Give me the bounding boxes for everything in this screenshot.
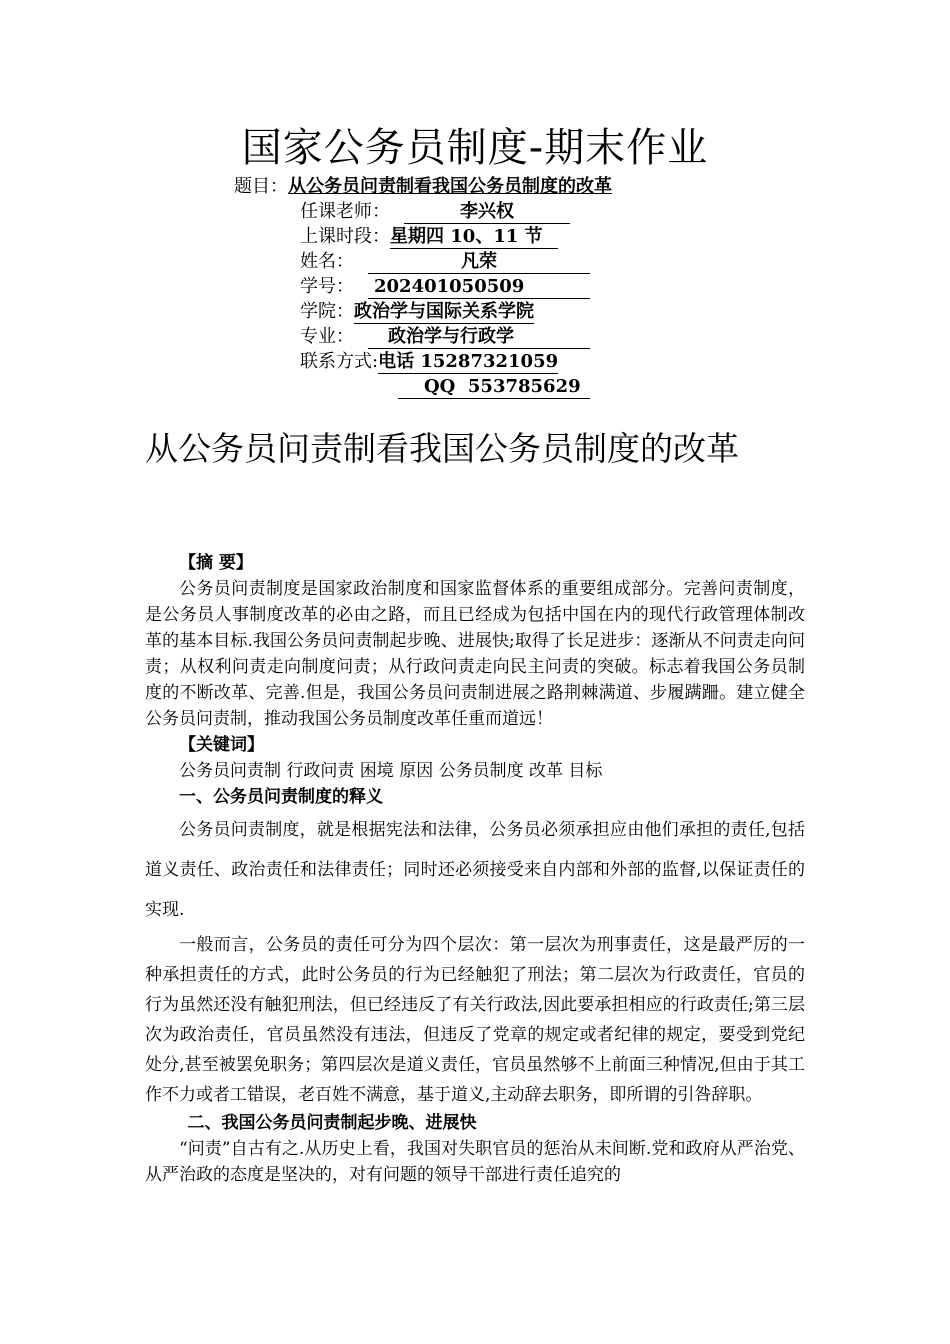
section2-heading: 二、我国公务员问责制起步晚、进展快 [187,1113,477,1133]
name-row [300,250,590,274]
college-row [300,300,534,324]
time-row [300,225,558,249]
topic-value: 从公务员问责制看我国公务员制度的改革 [288,176,612,197]
article-title: 从公务员问责制看我国公务员制度的改革 [145,429,739,468]
contact-label: 联系方式: [300,351,379,372]
student-id-value: 202401050509 [368,276,590,299]
topic-label: 题目： [234,176,288,197]
college-value: 政治学与国际关系学院 [354,301,534,322]
keywords-heading: 【关键词】 [179,735,264,755]
article-body [145,550,805,1188]
student-id-label: 学号： [300,276,354,297]
section2-paragraph-1: “问责”自古有之.从历史上看，我国对失职官员的惩治从未间断.党和政府从严治党、从严治政的态度是坚决的，对有问题的领导干部进行责任追究的 [145,1139,805,1185]
major-row [300,325,590,349]
major-label: 专业： [300,326,354,347]
section1-paragraph-1: 公务员问责制度，就是根据宪法和法律，公务员必须承担应由他们承担的责任,包括道义责任、政治责任和法律责任；同时还必须接受来自内部和外部的监督,以保证责任的实现. [145,820,805,920]
teacher-row [300,200,570,224]
teacher-label: 任课老师： [300,201,390,222]
abstract-text: 公务员问责制度是国家政治制度和国家监督体系的重要组成部分。完善问责制度，是公务员人事制度改革的必由之路，而且已经成为包括中国在内的现代行政管理体制改革的基本目标.我国公务员问责制起步晚、进展快;取得了长足进步：逐渐从不问责走向问责；从权利问责走向制度问责；从行政问责走向民主问责的突破。标志着我国公务员制度的不断改革、完善.但是，我国公务员问责制进展之路荆棘满道、步履蹒跚。建立健全公务员问责制，推动我国公务员制度改革任重而道远！ [145,579,805,729]
college-label: 学院： [300,301,354,322]
abstract-heading: 【摘 要】 [179,553,253,573]
document-title: 国家公务员制度-期末作业 [241,125,709,171]
time-value: 星期四 10、11 节 [390,226,558,249]
major-value: 政治学与行政学 [368,326,590,349]
time-label: 上课时段： [300,226,390,247]
section1-paragraph-2: 一般而言，公务员的责任可分为四个层次：第一层次为刑事责任，这是最严厉的一种承担责任的方式，此时公务员的行为已经触犯了刑法；第二层次为行政责任，官员的行为虽然还没有触犯刑法，但已经违反了有关行政法,因此要承担相应的行政责任;第三层次为政治责任，官员虽然没有违法，但违反了党章的规定或者纪律的规定，要受到党纪处分,甚至被罢免职务；第四层次是道义责任，官员虽然够不上前面三种情况,但由于其工作不力或者工错误，老百姓不满意，基于道义,主动辞去职务，即所谓的引咎辞职。 [145,935,805,1105]
teacher-value: 李兴权 [404,201,570,224]
contact-qq: QQ 553785629 [398,376,590,399]
topic-row [234,175,612,199]
keywords-text: 公务员问责制 行政问责 困境 原因 公务员制度 改革 目标 [179,761,603,781]
student-id-row [300,275,590,299]
name-label: 姓名： [300,251,354,272]
contact-phone: 电话 15287321059 [378,351,559,372]
contact-qq-row [398,375,590,399]
name-value: 凡荣 [368,251,590,274]
contact-row [300,350,558,374]
section1-heading: 一、公务员问责制度的释义 [179,787,383,807]
